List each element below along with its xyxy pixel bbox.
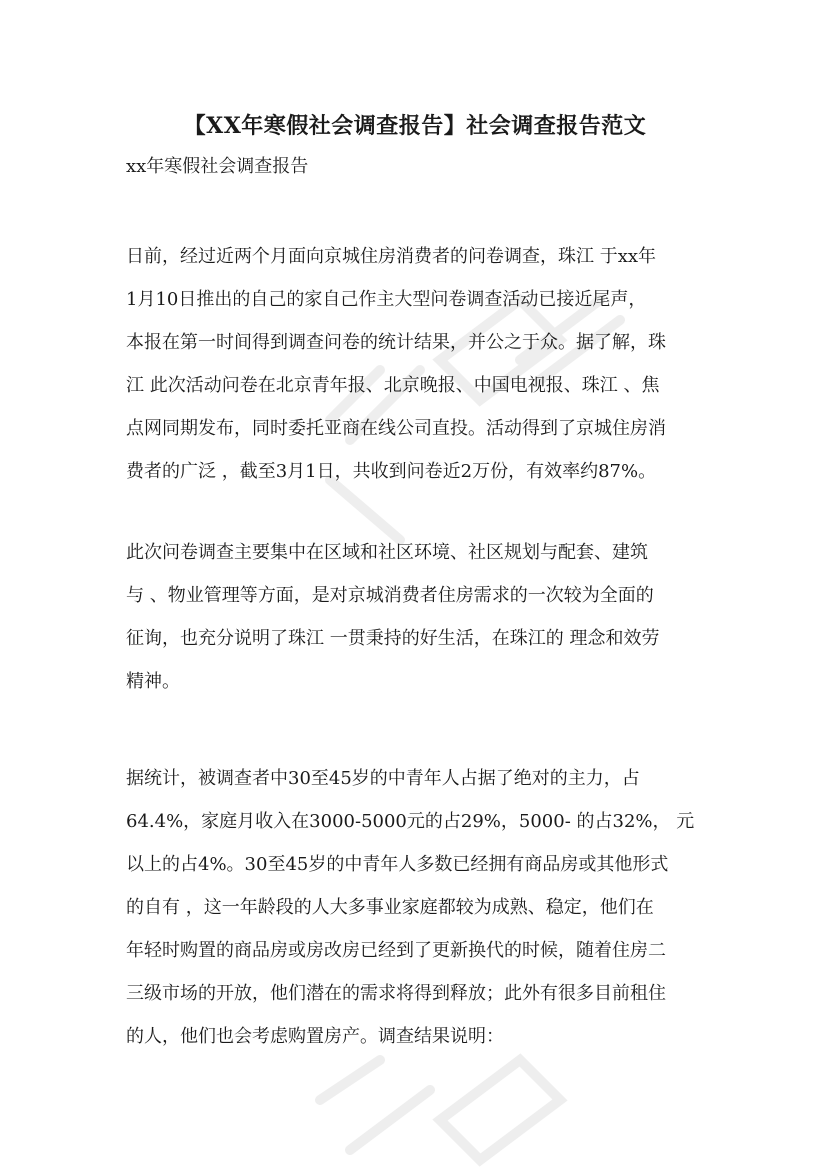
paragraph-3 [126, 757, 716, 1058]
paragraph-1 [126, 235, 716, 493]
text-line: 三级市场的开放，他们潜在的需求将得到释放；此外有很多目前租住 [126, 983, 666, 1004]
text-line: 费者的广泛 ，截至3月1日，共收到问卷近2万份，有效率约87%。 [126, 461, 657, 482]
text-line: 64.4%，家庭月收入在3000-5000元的占29%，5000- 的占32%， 元 [126, 811, 695, 832]
text-line: 据统计，被调查者中30至45岁的中青年人占据了绝对的主力，占 [126, 768, 640, 789]
text-line: 与 、物业管理等方面，是对京城消费者住房需求的一次较为全面的 [126, 585, 654, 606]
text-line: 本报在第一时间得到调查问卷的统计结果，并公之于众。据了解，珠 [126, 332, 666, 353]
document-title: 【XX年寒假社会调查报告】社会调查报告范文 [183, 113, 647, 139]
text-line: 点网同期发布，同时委托亚商在线公司直投。活动得到了京城住房消 [126, 418, 666, 439]
text-line: 此次问卷调查主要集中在区域和社区环境、社区规划与配套、建筑 [126, 542, 648, 563]
text-line: 日前，经过近两个月面向京城住房消费者的问卷调查，珠江 于xx年 [126, 246, 657, 267]
text-line: 的自有 ，这一年龄段的人大多事业家庭都较为成熟、稳定，他们在 [126, 897, 654, 918]
document-subtitle: xx年寒假社会调查报告 [126, 156, 309, 177]
text-line: 1月10日推出的自己的家自己作主大型问卷调查活动已接近尾声， [126, 289, 647, 310]
text-line: 年轻时购置的商品房或房改房已经到了更新换代的时候，随着住房二 [126, 940, 666, 961]
text-line: 江 此次活动问卷在北京青年报、北京晚报、中国电视报、珠江 、焦 [126, 375, 660, 396]
text-line: 精神。 [126, 671, 180, 692]
paragraph-2 [126, 531, 716, 703]
text-line: 征询，也充分说明了珠江 一贯秉持的好生活，在珠江的 理念和效劳 [126, 628, 660, 649]
text-line: 以上的占4%。30至45岁的中青年人多数已经拥有商品房或其他形式 [126, 854, 669, 875]
text-line: 的人，他们也会考虑购置房产。调查结果说明： [126, 1026, 504, 1047]
